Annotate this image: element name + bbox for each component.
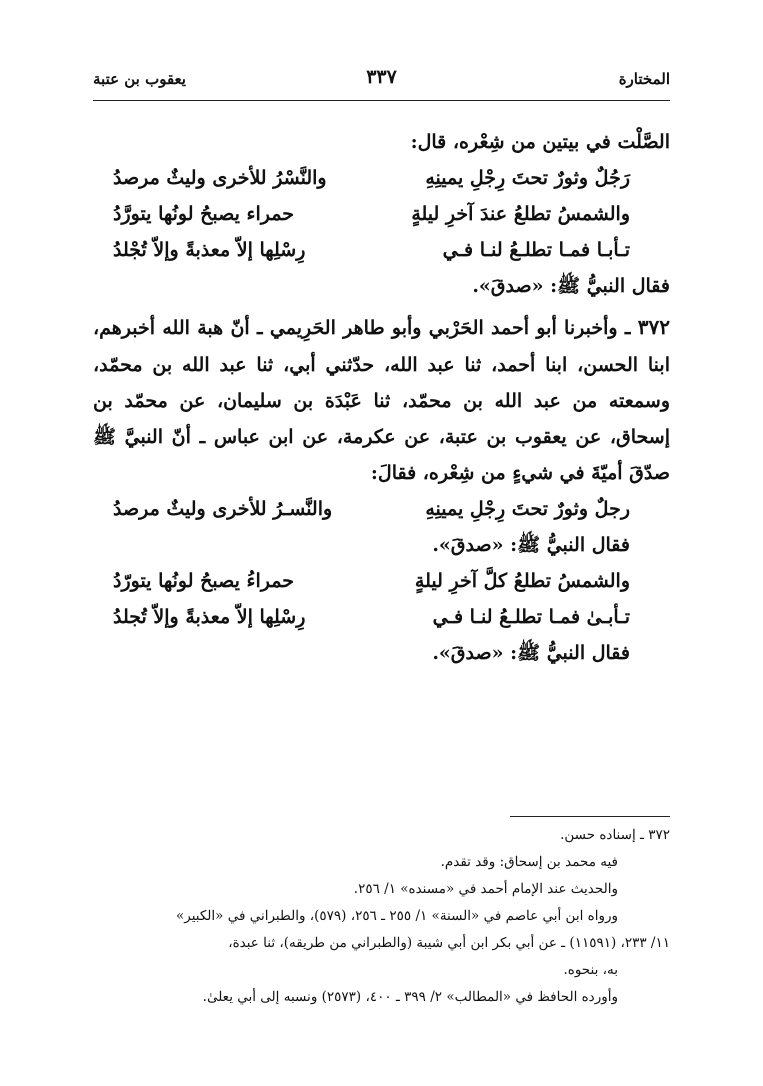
footnote-line: ورواه ابن أبي عاصم في «السنة» ١/ ٢٥٥ ـ ٢٥٦، (٥٧٩)، والطبراني في «الكبير» bbox=[176, 908, 618, 924]
verse-first-hemistich: والشمسُ تطلعُ كلَّ آخرِ ليلةٍ bbox=[414, 570, 630, 593]
footnotes bbox=[93, 822, 670, 1011]
main-text bbox=[93, 124, 670, 671]
verse-second-hemistich: رِسْلِها إلاّ معذبةً وإلاّ تُجلدُ bbox=[113, 606, 306, 629]
verse-first-hemistich: رجلٌ وثورٌ تحتَ رِجْلِ يمينِهِ bbox=[425, 497, 630, 520]
verse-line bbox=[113, 599, 630, 635]
verse-first-hemistich: تـأبـىٰ فمـا تطلـعُ لنـا فـي bbox=[432, 606, 630, 629]
hadith-text: ـ وأخبرنا أبو أحمد الحَرْبي وأبو طاهر الحَرِيمي ـ أنّ هبة الله أخبرهم، ابنا الحسن، ابنا أحمد، ثنا عبد الله، حدّثني أبي، ثنا عبد الله بن محمّد، وسمعته من عبد الله بن محمّد، ثنا عَبْدَة بن سليمان، عن محمّد بن إسحاق، عن يعقوب بن عتبة، عن عكرمة، عن ابن عباس ـ أنّ النبيَّ ﷺ صدّقَ أميّةَ في شيءٍ من شِعْره، فقالَ: bbox=[93, 317, 670, 484]
section-title: المختارة bbox=[618, 70, 670, 88]
verse-line bbox=[113, 232, 630, 268]
verse-second-hemistich: حمراء يصبحُ لونُها يتورَّدُ bbox=[113, 203, 294, 226]
verse-second-hemistich: والنَّسـرُ للأخرى وليثٌ مرصدُ bbox=[113, 497, 333, 520]
verse-second-hemistich: والنَّسْرُ للأخرى وليثٌ مرصدُ bbox=[113, 167, 327, 190]
footnote-line: فيه محمد بن إسحاق: وقد تقدم. bbox=[440, 854, 618, 870]
verse-line bbox=[113, 491, 630, 527]
footnote-rule bbox=[510, 816, 670, 817]
running-head: يعقوب بن عتبة bbox=[93, 70, 186, 88]
poem-2-line-1 bbox=[93, 491, 670, 527]
poem-2-lines-2-3 bbox=[93, 563, 670, 635]
verse-first-hemistich: والشمسُ تطلعُ عندَ آخرِ ليلةٍ bbox=[411, 203, 630, 226]
page-number: ٣٣٧ bbox=[366, 66, 397, 88]
prophet-said-line: فقال النبيُّ ﷺ: «صدقَ». bbox=[432, 534, 630, 557]
hadith-paragraph bbox=[93, 308, 670, 490]
poem-1 bbox=[93, 160, 670, 268]
hadith-number: ٣٧٢ bbox=[637, 315, 670, 340]
verse-line bbox=[113, 196, 630, 232]
footnote-line: ٣٧٢ ـ إسناده حسن. bbox=[560, 827, 670, 843]
verse-second-hemistich: حمراءُ يصبحُ لونُها يتورّدُ bbox=[113, 570, 294, 593]
footnote-line: ١١/ ٢٣٣، (١١٥٩١) ـ عن أبي بكر ابن أبي شيبة (والطبراني من طريقه)، ثنا عبدة، bbox=[228, 935, 670, 951]
footnote-line: به، بنحوه. bbox=[563, 962, 618, 978]
prophet-said-line: فقال النبيُّ ﷺ: «صدقَ». bbox=[432, 642, 630, 665]
footnote-line: وأورده الحافظ في «المطالب» ٢/ ٣٩٩ ـ ٤٠٠، (٢٥٧٣) ونسبه إلى أبي يعلىٰ. bbox=[202, 989, 618, 1005]
intro-line: الصَّلْت في بيتين من شِعْره، قال: bbox=[410, 131, 670, 153]
verse-second-hemistich: رِسْلِها إلاّ معذبةً وإلاّ تُجْلدُ bbox=[113, 239, 306, 262]
prophet-said-line: فقال النبيُّ ﷺ: «صدقَ». bbox=[472, 275, 670, 298]
footnote-line: والحديث عند الإمام أحمد في «مسنده» ١/ ٢٥٦. bbox=[353, 881, 618, 897]
verse-first-hemistich: رَجُلٌ وثورٌ تحتَ رِجْلِ يمينِهِ bbox=[425, 167, 630, 190]
verse-first-hemistich: تـأبـا فمـا تطلـعُ لنـا فـي bbox=[442, 239, 630, 262]
verse-line bbox=[113, 160, 630, 196]
verse-line bbox=[113, 563, 630, 599]
header-rule bbox=[93, 100, 670, 101]
page-header bbox=[93, 66, 670, 96]
